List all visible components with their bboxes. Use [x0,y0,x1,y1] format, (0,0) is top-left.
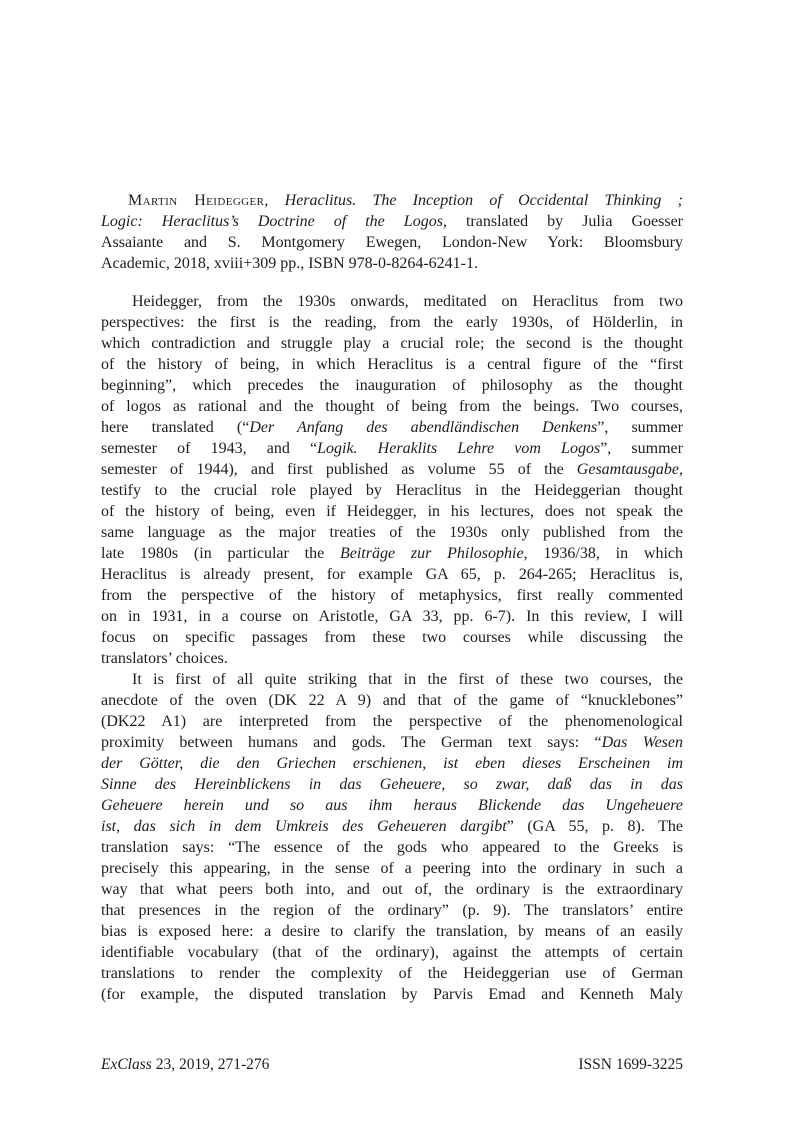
text-segment: which contradiction and struggle play a crucial role; the second is the thought [101,335,683,352]
text-line [101,522,683,543]
text-line [101,459,683,480]
italic-text: Gesamtausgabe [576,461,679,478]
text-segment: perspectives: the first is the reading, from the early 1930s, of Hölderlin, in [101,314,683,331]
text-segment: beginning”, which precedes the inauguration of philosophy as the thought [101,377,683,394]
text-segment: of the history of being, even if Heidegger, in his lectures, does not speak the [101,503,683,520]
text-segment: Assaiante and S. Montgomery Ewegen, London-New York: Bloomsbury [101,234,683,251]
paragraph [101,669,683,1005]
text-line [101,816,683,837]
text-line [101,711,683,732]
italic-text: der Götter, die den Griechen erschienen, ist eben dieses Erscheinen im [101,755,683,772]
text-segment: identifiable vocabulary (that of the ordinary), against the attempts of certain [101,944,683,961]
text-segment: translations to render the complexity of the Heideggerian use of German [101,965,683,982]
text-segment: 23, 2019, 271-276 [151,1056,270,1073]
text-line [101,648,683,669]
page-footer [101,1054,683,1075]
text-line [101,921,683,942]
text-segment: semester of 1943, and “ [101,440,318,457]
review-text [101,291,683,1005]
text-segment: ”, summer [600,440,683,457]
italic-text: ist, das sich in dem Umkreis des Geheueren dargibt [101,818,507,835]
text-line [101,732,683,753]
text-line [101,291,683,312]
text-line [101,837,683,858]
text-segment: It is first of all quite striking that in the first of these two courses, the [132,671,683,688]
text-segment: same language as the major treaties of the 1930s only published from the [101,524,683,541]
text-line [101,417,683,438]
book-reference [101,190,683,274]
italic-text: Das Wesen [601,734,683,751]
text-segment: way that what peers both into, and out of, the ordinary is the extraordinary [101,881,683,898]
text-line [101,585,683,606]
text-line [101,774,683,795]
text-line [101,984,683,1005]
text-segment: anecdote of the oven (DK 22 A 9) and that of the game of “knucklebones” [101,692,683,709]
text-line [101,354,683,375]
text-line [101,627,683,648]
text-segment: that presences in the region of the ordinary” (p. 9). The translators’ entire [101,902,683,919]
text-line [101,190,683,211]
text-segment: , [264,192,285,209]
text-segment: ”, summer [597,419,683,436]
text-segment: precisely this appearing, in the sense of a peering into the ordinary in such a [101,860,683,877]
text-line [101,438,683,459]
italic-text: Heraclitus. The Inception of Occidental Thinking ; [284,192,684,209]
text-segment: translators’ choices. [101,650,228,667]
text-segment: (for example, the disputed translation by Parvis Emad and Kenneth Maly [101,986,683,1003]
issn-label: ISSN 1699-3225 [578,1056,683,1073]
italic-text: Der Anfang des abendländischen Denkens [249,419,598,436]
text-line [101,480,683,501]
paragraph [101,291,683,669]
text-segment: ” (GA 55, p. 8). The [506,818,684,835]
text-line [101,690,683,711]
italic-text: Sinne des Hereinblickens in das Geheuere, so zwar, daß das in das [101,776,683,793]
text-segment: testify to the crucial role played by Heraclitus in the Heideggerian thought [101,482,683,499]
text-line [101,564,683,585]
text-line [101,333,683,354]
text-segment: bias is exposed here: a desire to clarify the translation, by means of an easily [101,923,683,940]
text-line [101,253,683,274]
text-segment: of logos as rational and the thought of being from the beings. Two courses, [101,398,683,415]
italic-text: Logik. Heraklits Lehre vom Logos [317,440,601,457]
text-segment: proximity between humans and gods. The German text says: “ [101,734,602,751]
text-line [101,375,683,396]
smallcaps-author-name: Martin Heidegger [128,192,265,209]
text-segment: (DK22 A1) are interpreted from the perspective of the phenomenological [101,713,683,730]
text-segment: , [679,461,683,478]
text-line [101,543,683,564]
text-line [101,669,683,690]
text-segment: here translated (“ [101,419,250,436]
text-segment: from the perspective of the history of metaphysics, first really commented [101,587,683,604]
text-line [101,211,683,232]
text-line [101,501,683,522]
text-line [101,795,683,816]
text-line [101,396,683,417]
text-line [101,312,683,333]
text-segment: , translated by Julia Goesser [442,213,683,230]
text-line [101,900,683,921]
text-line [101,879,683,900]
text-segment: Heraclitus is already present, for example GA 65, p. 264-265; Heraclitus is, [101,566,683,583]
text-segment: semester of 1944), and first published as volume 55 of the [101,461,577,478]
text-line [101,942,683,963]
text-line [101,963,683,984]
text-segment: Academic, 2018, xviii+309 pp., ISBN 978-0-8264-6241-1. [101,255,478,272]
text-line [101,606,683,627]
text-segment: Heidegger, from the 1930s onwards, meditated on Heraclitus from two [132,293,683,310]
text-line [101,753,683,774]
text-line [101,232,683,253]
italic-text: Beiträge zur Philosophie [339,545,524,562]
text-segment: translation says: “The essence of the gods who appeared to the Greeks is [101,839,683,856]
journal-citation [101,1054,269,1075]
italic-text: Geheuere herein und so aus ihm heraus Blickende das Ungeheuere [101,797,683,814]
text-segment: of the history of being, in which Heraclitus is a central figure of the “first [101,356,683,373]
text-segment: , 1936/38, in which [523,545,684,562]
text-segment: on in 1931, in a course on Aristotle, GA 33, pp. 6-7). In this review, I will [101,608,683,625]
italic-text: Logic: Heraclitus’s Doctrine of the Logos [101,213,443,230]
text-segment: focus on specific passages from these two courses while discussing the [101,629,683,646]
italic-text: ExClass [101,1056,152,1073]
text-segment: late 1980s (in particular the [101,545,340,562]
text-line [101,858,683,879]
